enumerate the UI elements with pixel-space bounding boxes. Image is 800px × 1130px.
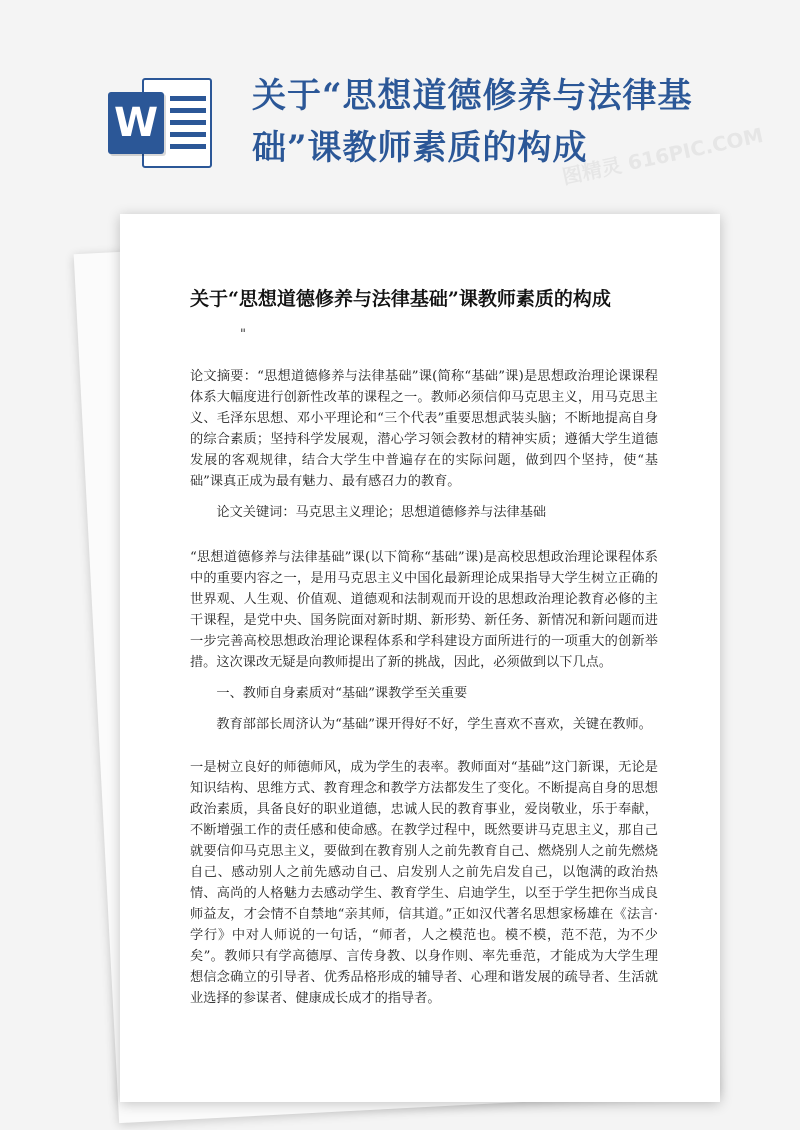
header-title: 关于“思想道德修养与法律基础”课教师素质的构成	[252, 76, 693, 168]
document-page	[120, 214, 720, 1102]
word-document-icon	[108, 72, 216, 172]
keywords-paragraph: 论文关键词：马克思主义理论；思想道德修养与法律基础	[216, 505, 547, 520]
page-header	[0, 0, 800, 210]
word-letter-badge: W	[108, 92, 164, 154]
abstract-paragraph: 论文摘要：“思想道德修养与法律基础”课(简称“基础”课)是思想政治理论课课程体系大幅度进行创新性改革的课程之一。教师必须信仰马克思主义，用马克思主义、毛泽东思想、邓小平理论和“三个代表”重要思想武装头脑；不断地提高自身的综合素质；坚持科学发展观，潜心学习领会教材的精神实质；遵循大学生道德发展的客观规律，结合大学生中普遍存在的实际问题，做到四个坚持，使“基础”课真正成为最有魅力、最有感召力的教育。	[190, 369, 658, 489]
stray-quote-mark: "	[240, 327, 246, 342]
body-paragraph-2: 一是树立良好的师德师风，成为学生的表率。教师面对“基础”这门新课，无论是知识结构、思维方式、教育理念和教学方法都发生了变化。不断提高自身的思想政治素质，具备良好的职业道德，忠诚人民的教育事业，爱岗敬业，乐于奉献，不断增强工作的责任感和使命感。在教学过程中，既然要讲马克思主义，那自己就要信仰马克思主义，要做到在教育别人之前先教育自己、燃烧别人之前先燃烧自己、感动别人之前先感动自己、启发别人之前先启发自己，以饱满的政治热情、高尚的人格魅力去感动学生、教育学生、启迪学生，以至于学生把你当成良师益友，才会情不自禁地“亲其师，信其道。”正如汉代著名思想家杨雄在《法言·学行》中对人师说的一句话，“师者，人之模范也。模不模，范不范，为不少矣”。教师只有学高德厚、言传身教、以身作则、率先垂范，才能成为大学生理想信念确立的引导者、优秀品格形成的辅导者、心理和谐发展的疏导者、生活就业选择的参谋者、健康成长成才的指导者。	[190, 760, 658, 1006]
document-title: 关于“思想道德修养与法律基础”课教师素质的构成	[190, 288, 611, 310]
section-heading-1: 一、教师自身素质对“基础”课教学至关重要	[216, 686, 468, 701]
intro-paragraph: “思想道德修养与法律基础”课(以下简称“基础”课)是高校思想政治理论课程体系中的重要内容之一，是用马克思主义中国化最新理论成果指导大学生树立正确的世界观、人生观、价值观、道德观和法制观而开设的思想政治理论教育必修的主干课程，是党中央、国务院面对新时期、新形势、新任务、新情况和新问题而进一步完善高校思想政治理论课程体系和学科建设方面所进行的一项重大的创新举措。这次课改无疑是向教师提出了新的挑战，因此，必须做到以下几点。	[190, 550, 658, 670]
lead-paragraph: 教育部部长周济认为“基础”课开得好不好，学生喜欢不喜欢，关键在教师。	[216, 717, 652, 732]
